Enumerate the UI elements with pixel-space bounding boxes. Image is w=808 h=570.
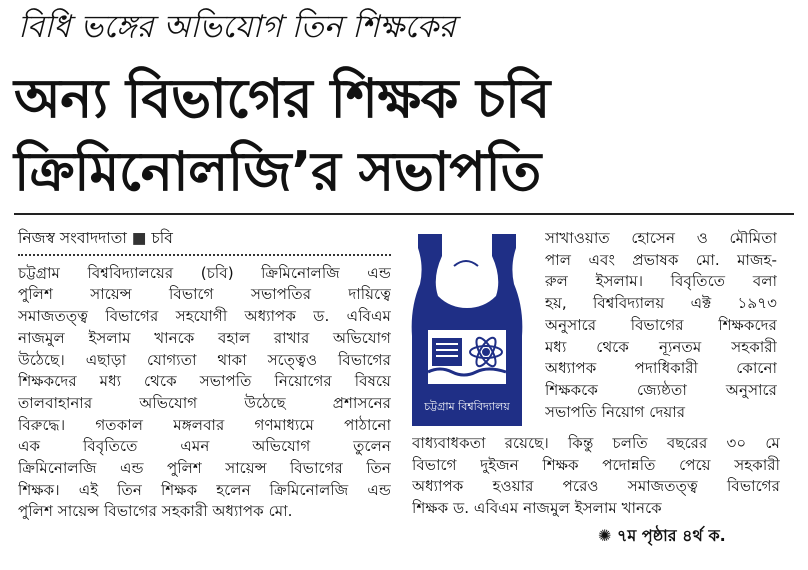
body-line: সাখাওয়াত হোসেন ও মৌমিতা (545, 229, 777, 247)
bottom-body-text (412, 433, 780, 520)
body-line: বিভাগে দুইজন শিক্ষক পদোন্নতি পেয়ে সহকারী (412, 455, 780, 474)
byline (18, 228, 391, 250)
body-line: এক বিবৃতিতে এমন অভিযোগ তুলেন (18, 437, 391, 456)
logo-hill-icon (448, 250, 486, 284)
body-line: বাধ্যবাধকতা রয়েছে। কিন্তু চলতি বছরের ৩০ মে (412, 434, 780, 452)
continuation-text: ৭ম পৃষ্ঠার ৪র্থ ক. (616, 526, 726, 545)
body-line: শিক্ষক। এই তিন শিক্ষক হলেন ক্রিমিনোলজি এন্ড (18, 480, 391, 499)
body-line: মধ্য থেকে ন্যূনতম সহকারী (545, 337, 777, 356)
body-line: সমাজতত্ত্ব বিভাগের সহযোগী অধ্যাপক ড. এবিএম (18, 307, 391, 326)
body-line: অধ্যাপক পদাধিকারী কোনো (545, 359, 777, 378)
bottom-column (412, 433, 780, 520)
headline-rule (14, 213, 794, 215)
body-line: শিক্ষক ড. এবিএম নাজমুল ইসলাম খানকে (412, 499, 662, 518)
body-line: শিক্ষকদের মধ্য থেকে সভাপতি নিয়োগের বিষয়ে (18, 372, 391, 391)
university-logo (400, 226, 534, 426)
right-body-text (545, 228, 777, 423)
body-line: রুল ইসলাম। বিবৃতিতে বলা (545, 272, 777, 291)
body-line: পাল এবং প্রভাষক মো. মাজহ- (545, 250, 777, 269)
byline-divider (18, 254, 391, 256)
body-line: অধ্যাপক হওয়ার পরেও সমাজতত্ত্ব বিভাগের (412, 477, 780, 496)
headline-line-2: ক্রিমিনোলজি’র সভাপতি (14, 140, 541, 203)
byline-place: চবি (151, 229, 173, 247)
body-line: উঠেছে। এছাড়া যোগ্যতা থাকা সত্ত্বেও বিভাগের (18, 350, 391, 369)
logo-book-icon (432, 338, 462, 366)
left-body-text (18, 263, 391, 523)
body-line: বিরুদ্ধে। গতকাল মঙ্গলবার গণমাধ্যমে পাঠানো (18, 415, 391, 434)
body-line: তালবাহানার অভিযোগ উঠেছে প্রশাসনের (18, 393, 391, 412)
body-line: নাজমুল ইসলাম খানকে বহাল রাখার অভিযোগ (18, 328, 391, 347)
body-line: শিক্ষককে জ্যেষ্ঠতা অনুসারে (545, 380, 777, 399)
logo-caption: চট্টগ্রাম বিশ্ববিদ্যালয় (424, 400, 510, 413)
article-kicker: বিধি ভঙ্গের অভিযোগ তিন শিক্ষকের (18, 9, 456, 45)
byline-square-icon: ■ (131, 229, 147, 247)
continuation-note (598, 523, 726, 550)
byline-reporter: নিজস্ব সংবাদদাতা (18, 229, 127, 247)
body-line: পুলিশ সায়েন্স বিভাগে সভাপতির দায়িত্বে (18, 285, 391, 304)
headline-line-1: অন্য বিভাগের শিক্ষক চবি (14, 67, 550, 130)
body-line: ক্রিমিনোলজি এন্ড পুলিশ সায়েন্স বিভাগের তিন (18, 459, 391, 478)
body-line: সভাপতি নিয়োগ দেয়ার (545, 402, 686, 421)
body-line: চট্টগ্রাম বিশ্ববিদ্যালয়ের (চবি) ক্রিমিনোলজি এন্ড (18, 263, 391, 282)
continuation-bullet-icon: ✺ (598, 526, 612, 545)
body-line: হয়, বিশ্ববিদ্যালয় এক্ট ১৯৭৩ (545, 294, 777, 313)
body-line: অনুসারে বিভাগের শিক্ষকদের (545, 315, 777, 334)
left-column (18, 228, 391, 523)
right-column (545, 228, 777, 423)
body-line: পুলিশ সায়েন্স বিভাগের সহকারী অধ্যাপক মো. (18, 502, 293, 521)
